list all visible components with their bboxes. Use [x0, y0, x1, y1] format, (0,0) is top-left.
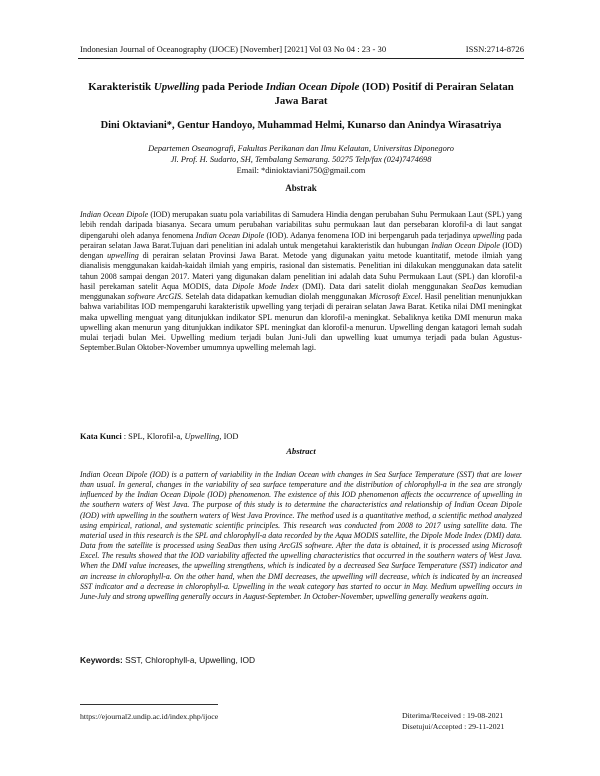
accepted-date: Disetujui/Accepted : 29-11-2021 [402, 722, 505, 731]
kata-kunci-value-end: , IOD [219, 432, 239, 441]
affiliation-line: Jl. Prof. H. Sudarto, SH, Tembalang Semarang. 50275 Telp/fax (024)7474698 [170, 155, 432, 164]
abstrak-span: (IOD). Adanya fenomena IOD ini berpengaruh pada terjadinya [264, 230, 473, 240]
abstrak-span: (DMI). Data dari satelit diolah menggunakan [298, 281, 462, 291]
author-list: Dini Oktaviani*, Gentur Handoyo, Muhammad Helmi, Kunarso dan Anindya Wirasatriya [100, 120, 502, 131]
abstrak-span: Indian Ocean Dipole [431, 240, 500, 250]
title-part-italic: Indian Ocean Dipole [265, 81, 360, 93]
dates-block [402, 710, 504, 732]
journal-url[interactable]: https://ejournal2.undip.ac.id/index.php/ijoce [80, 712, 219, 721]
kata-kunci-value-italic: Upwelling [184, 432, 220, 441]
title-part: (IOD) Positif di Perairan Selatan Jawa Barat [274, 81, 514, 107]
kata-kunci [80, 432, 238, 441]
paper-title [80, 80, 522, 108]
kata-kunci-label: Kata Kunci [80, 432, 122, 441]
running-header [80, 44, 524, 54]
keywords-value: SST, Chlorophyll-a, Upwelling, IOD [122, 655, 256, 665]
kata-kunci-value: : SPL, Klorofil-a, [121, 432, 185, 441]
abstrak-span: kemudian menggunakan [80, 281, 522, 301]
received-date: Diterima/Received : 19-08-2021 [402, 711, 504, 720]
header-rule [78, 58, 524, 59]
affiliation [80, 143, 522, 176]
keywords [80, 655, 255, 665]
abstrak-span: Indian Ocean Dipole [80, 210, 149, 219]
issn: ISSN:2714-8726 [465, 44, 524, 54]
abstrak-span: upwelling [107, 251, 139, 260]
keywords-label: Keywords: [80, 655, 123, 665]
abstrak-span: software ArcGIS [127, 292, 182, 301]
abstract-heading: Abstract [286, 446, 316, 456]
abstrak-heading: Abstrak [285, 183, 317, 193]
abstrak-span: pada perairan selatan Jawa Barat.Tujuan dari penelitian ini adalah untuk mengetahui karakteristik dan hubungan [80, 230, 523, 250]
abstrak-span: . Setelah data didapatkan kemudian diolah menggunakan [181, 292, 370, 301]
journal-info: Indonesian Journal of Oceanography (IJOCE) [November] [2021] Vol 03 No 04 : 23 - 30 [80, 44, 387, 54]
abstrak-span: . Hasil penelitian menunjukkan bahwa variabilitas IOD mempengaruhi karakteristik upwelling yang terjadi di perairan selatan Jawa Barat. Ketika nilai DMI meningkat maka upwelling menguat yang ditunjukkan indikator SPL menurun dan klorofil-a meningkat. Sebaliknya ketika DMI menurun maka upwelling akan menurun yang ditunjukkan indikator SPL meningkat dan klorofil-a menurun. Upwelling dengan katagori lemah sudah mulai terjadi bulan Mei. Upwelling medium terjadi bulan Juni-Juli dan upwelling kuat umumya terjadi pada bulan Agustus-September.Bulan Oktober-November umumnya upwelling melemah lagi. [80, 292, 523, 353]
abstrak-span: di perairan selatan Provinsi Jawa Barat. Metode yang digunakan yaitu metode kuantitatif, metode ilmiah yang dianalisis menggunakan kaidah-kaidah ilmiah yang empiris, rasional dan sistematis. Penelitian ini dilakukan menggunakan data satelit tahun 2008 sampai dengan 2017. Materi yang digunakan dalam penelitian ini adalah data Suhu Permukaan Laut (SPL) dan klorofil-a hasil perekaman satelit Aqua MODIS, data [80, 251, 522, 291]
abstrak-span: Microsoft Excel [369, 292, 421, 301]
abstrak-span: Indian Ocean Dipole [195, 230, 265, 240]
affiliation-line: Departemen Oseanografi, Fakultas Perikanan dan Ilmu Kelautan, Universitas Diponegoro [148, 144, 454, 153]
abstrak-span: Dipole Mode Index [232, 281, 299, 291]
footer-rule [80, 704, 218, 705]
abstrak-span: (IOD) merupakan suatu pola variabilitas di Samudera Hindia dengan perubahan Suhu Permukaan Laut (SPL) yang lebih rendah daripada biasanya. Secara umum perubahan variabilitas suhu permukaan laut dan persebaran klorofil-a di laut sangat dipengaruhi oleh adanya fenomena [80, 210, 523, 240]
abstract-body: Indian Ocean Dipole (IOD) is a pattern of variability in the Indian Ocean with changes in Sea Surface Temperature (SST) that are lower than usual. In general, changes in the variability of sea surface temperature and the distribution of chlorophyll-a in the sea are strongly influenced by the Indian Ocean Dipole (IOD) phenomenon. The existence of this IOD phenomenon affects the occurrence of upwelling in the southern waters of West Java. The purpose of this study is to determine the characteristics and relationship of Indian Ocean Dipole (IOD) with upwelling in the southern waters of West Java Province. The method used is a quantitative method, a scientific method analyzed using empirical, rational, and systematic scientific principles. This research was conducted from 2008 to 2017 using satellite data. The material used in this research is the SPL and chlorophyll-a data recorded by the Aqua MODIS satellite, the Dipole Mode Index (DMI) data. Data from the satellite is processed using SeaDas then using ArcGIS software. After the data is obtained, it is processed using Microsoft Excel. The results showed that the IOD variability affected the upwelling characteristics that occurred in the southern waters of West Java. When the DMI value increases, the upwelling strengthens, which is indicated by a decreased Sea Surface Temperature (SST) indicator and an increase in chlorophyll-a. On the other hand, when the DMI decreases, the upwelling will decrease, which is indicated by an increased SST indicator and a decrease in chlorophyll-a. Upwelling in the weak category has started to occur in May. Medium upwelling occurs in June-July and strong upwelling generally occurs in August-September. In October-November, upwelling generally weakens again. [80, 470, 522, 601]
abstrak-span: upwelling [472, 230, 505, 240]
abstrak-span: (IOD) dengan [80, 240, 522, 260]
email: Email: *dinioktaviani750@gmail.com [236, 166, 366, 175]
title-part: pada Periode [199, 81, 266, 93]
abstrak-span: SeaDas [461, 281, 487, 291]
title-part-italic: Upwelling [153, 81, 200, 93]
abstrak-body [80, 210, 522, 354]
title-part: Karakteristik [88, 81, 154, 93]
